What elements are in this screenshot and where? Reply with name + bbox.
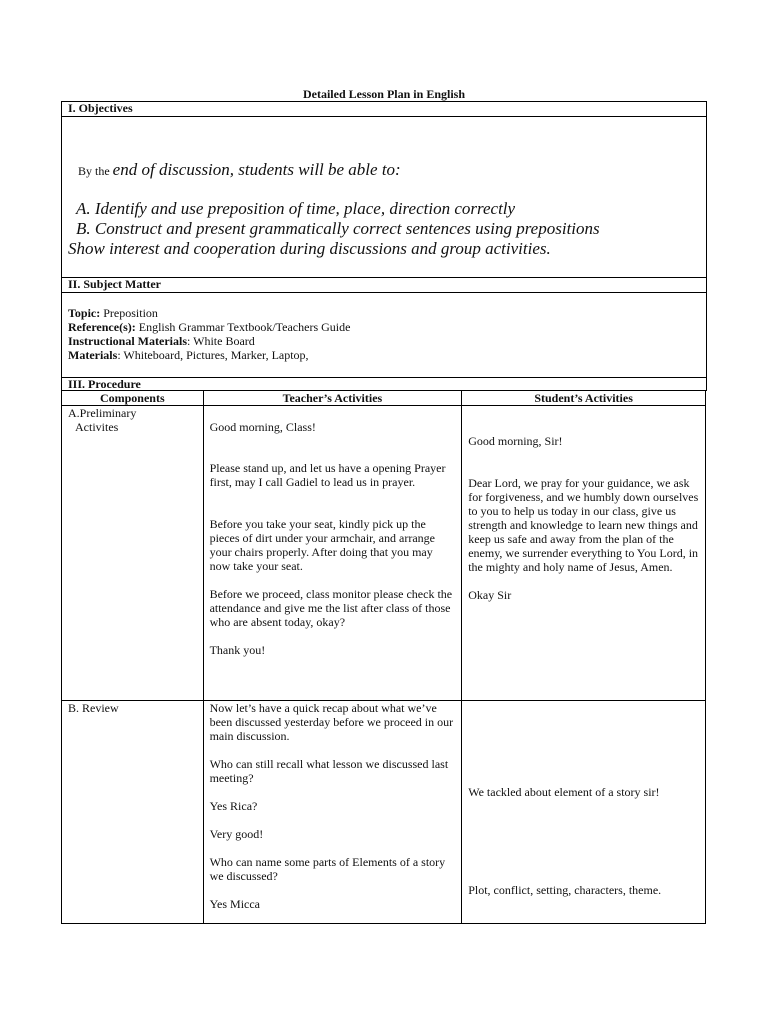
student-line: Good morning, Sir!: [468, 434, 563, 448]
objectives-header: [61, 101, 707, 116]
teacher-cell-preliminary: [203, 406, 462, 701]
procedure-table: [61, 390, 706, 924]
teacher-line: Who can still recall what lesson we discussed last meeting?: [209, 757, 449, 785]
teacher-cell-review: [203, 701, 462, 924]
column-header-components: Components: [62, 391, 204, 406]
subject-matter-header: [61, 277, 707, 292]
document-title: Detailed Lesson Plan in English: [302, 87, 466, 101]
teacher-line: Before we proceed, class monitor please check the attendance and give me the list after class of those who are absent today, okay?: [209, 587, 453, 629]
materials-label: Materials: [68, 348, 118, 362]
student-line: Plot, conflict, setting, characters, theme.: [468, 883, 662, 897]
column-header-teacher: Teacher’s Activities: [203, 391, 462, 406]
topic-value: Preposition: [100, 306, 158, 320]
table-row-review: [62, 701, 706, 924]
instructional-value: : White Board: [187, 334, 255, 348]
procedure-header: [61, 377, 707, 391]
teacher-line: Good morning, Class!: [209, 420, 316, 434]
student-line: Okay Sir: [468, 588, 512, 602]
teacher-line: Yes Micca: [209, 897, 261, 911]
instructional-line: [68, 334, 350, 348]
subject-matter-body: [61, 292, 707, 377]
teacher-line: Yes Rica?: [209, 799, 258, 813]
materials-value: : Whiteboard, Pictures, Marker, Laptop,: [117, 348, 309, 362]
teacher-line: Very good!: [209, 827, 264, 841]
procedure-heading: III. Procedure: [68, 377, 141, 391]
objective-a: A. Identify and use preposition of time, place, direction correctly: [76, 199, 516, 218]
component-label: B. Review: [68, 701, 119, 715]
column-header-student: Student’s Activities: [462, 391, 706, 406]
reference-value: English Grammar Textbook/Teachers Guide: [135, 320, 351, 334]
student-line: We tackled about element of a story sir!: [468, 785, 660, 799]
objectives-lead-prefix: By the: [78, 164, 113, 178]
student-line: Dear Lord, we pray for your guidance, we ask for forgiveness, and we humbly down ourselves to you to help us today in our class, give us strength and knowledge to learn new things and keep us safe and away from the plan of the enemy, we surrender everything to You Lord, in the mighty and holy name of Jesus, Amen.: [468, 476, 699, 574]
student-cell-preliminary: [462, 406, 706, 701]
materials-line: [68, 348, 350, 362]
student-cell-review: [462, 701, 706, 924]
reference-line: [68, 320, 350, 334]
topic-line: [68, 306, 350, 320]
objective-c: Show interest and cooperation during discussions and group activities.: [68, 239, 551, 258]
objectives-lead-italic: end of discussion, students will be able to:: [112, 160, 401, 179]
reference-label: Reference(s):: [68, 320, 136, 334]
instructional-label: Instructional Materials: [68, 334, 187, 348]
teacher-line: Who can name some parts of Elements of a story we discussed?: [209, 855, 446, 883]
component-cell-preliminary: [62, 406, 204, 701]
objectives-body: [61, 116, 707, 277]
topic-label: Topic:: [68, 306, 101, 320]
teacher-line: Before you take your seat, kindly pick up the pieces of dirt under your armchair, and arrange your chairs properly. After doing that you may now take your seat.: [209, 517, 435, 573]
teacher-line: Now let’s have a quick recap about what we’ve been discussed yesterday before we proceed in our main discussion.: [209, 701, 454, 743]
component-label-sub: Activites: [75, 420, 119, 434]
objectives-heading: I. Objectives: [68, 101, 133, 115]
subject-matter-heading: II. Subject Matter: [68, 277, 161, 291]
component-label: A.Preliminary: [68, 406, 137, 420]
teacher-line: Thank you!: [209, 643, 266, 657]
component-cell-review: [62, 701, 204, 924]
procedure-table-header-row: [62, 391, 706, 406]
table-row-preliminary: [62, 406, 706, 701]
objectives-lead: [78, 160, 401, 180]
objective-b: B. Construct and present grammatically correct sentences using prepositions: [76, 219, 600, 238]
teacher-line: Please stand up, and let us have a opening Prayer first, may I call Gadiel to lead us in prayer.: [209, 461, 446, 489]
